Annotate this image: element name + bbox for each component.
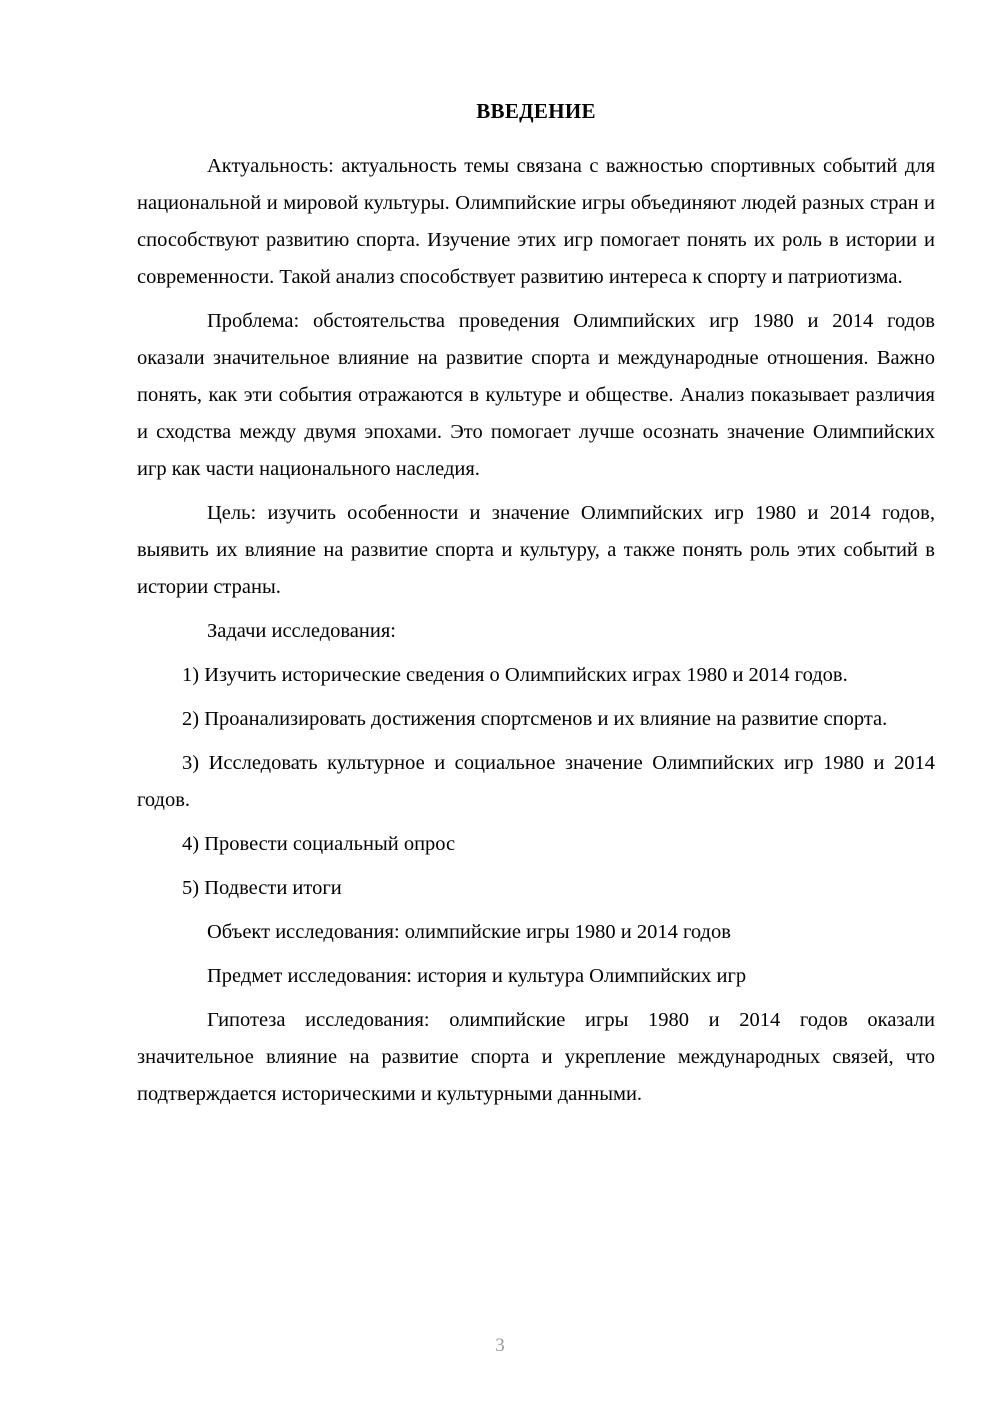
document-body — [137, 0, 935, 1113]
list-item-task-1: 1) Изучить исторические сведения о Олимпийских играх 1980 и 2014 годов. — [182, 664, 848, 686]
list-item-task-3: 3) Исследовать культурное и социальное значение Олимпийских игр 1980 и 2014 годов. — [137, 752, 935, 811]
paragraph-relevance: Актуальность: актуальность темы связана с важностью спортивных событий для национальной и мировой культуры. Олимпийские игры объединяют людей разных стран и способствуют развитию спорта. Изучение этих игр помогает понять их роль в истории и современности. Такой анализ способствует развитию интереса к спорту и патриотизма. — [137, 155, 935, 288]
paragraph-tasks-heading: Задачи исследования: — [207, 620, 396, 642]
paragraph-hypothesis: Гипотеза исследования: олимпийские игры 1980 и 2014 годов оказали значительное влияние на развитие спорта и укрепление международных связей, что подтверждается историческими и культурными данными. — [137, 1009, 935, 1105]
paragraph-subject: Предмет исследования: история и культура Олимпийских игр — [207, 965, 747, 987]
page-number: 3 — [495, 1335, 505, 1356]
paragraph-problem: Проблема: обстоятельства проведения Олимпийских игр 1980 и 2014 годов оказали значительное влияние на развитие спорта и международные отношения. Важно понять, как эти события отражаются в культуре и обществе. Анализ показывает различия и сходства между двумя эпохами. Это помогает лучше осознать значение Олимпийских игр как части национального наследия. — [137, 310, 935, 480]
paragraph-goal: Цель: изучить особенности и значение Олимпийских игр 1980 и 2014 годов, выявить их влияние на развитие спорта и культуру, а также понять роль этих событий в истории страны. — [137, 502, 935, 598]
paragraph-object: Объект исследования: олимпийские игры 1980 и 2014 годов — [207, 921, 731, 943]
list-item-task-2: 2) Проанализировать достижения спортсменов и их влияние на развитие спорта. — [182, 708, 888, 730]
page-title: ВВЕДЕНИЕ — [476, 99, 596, 123]
list-item-task-5: 5) Подвести итоги — [182, 877, 342, 899]
list-item-task-4: 4) Провести социальный опрос — [182, 833, 456, 855]
